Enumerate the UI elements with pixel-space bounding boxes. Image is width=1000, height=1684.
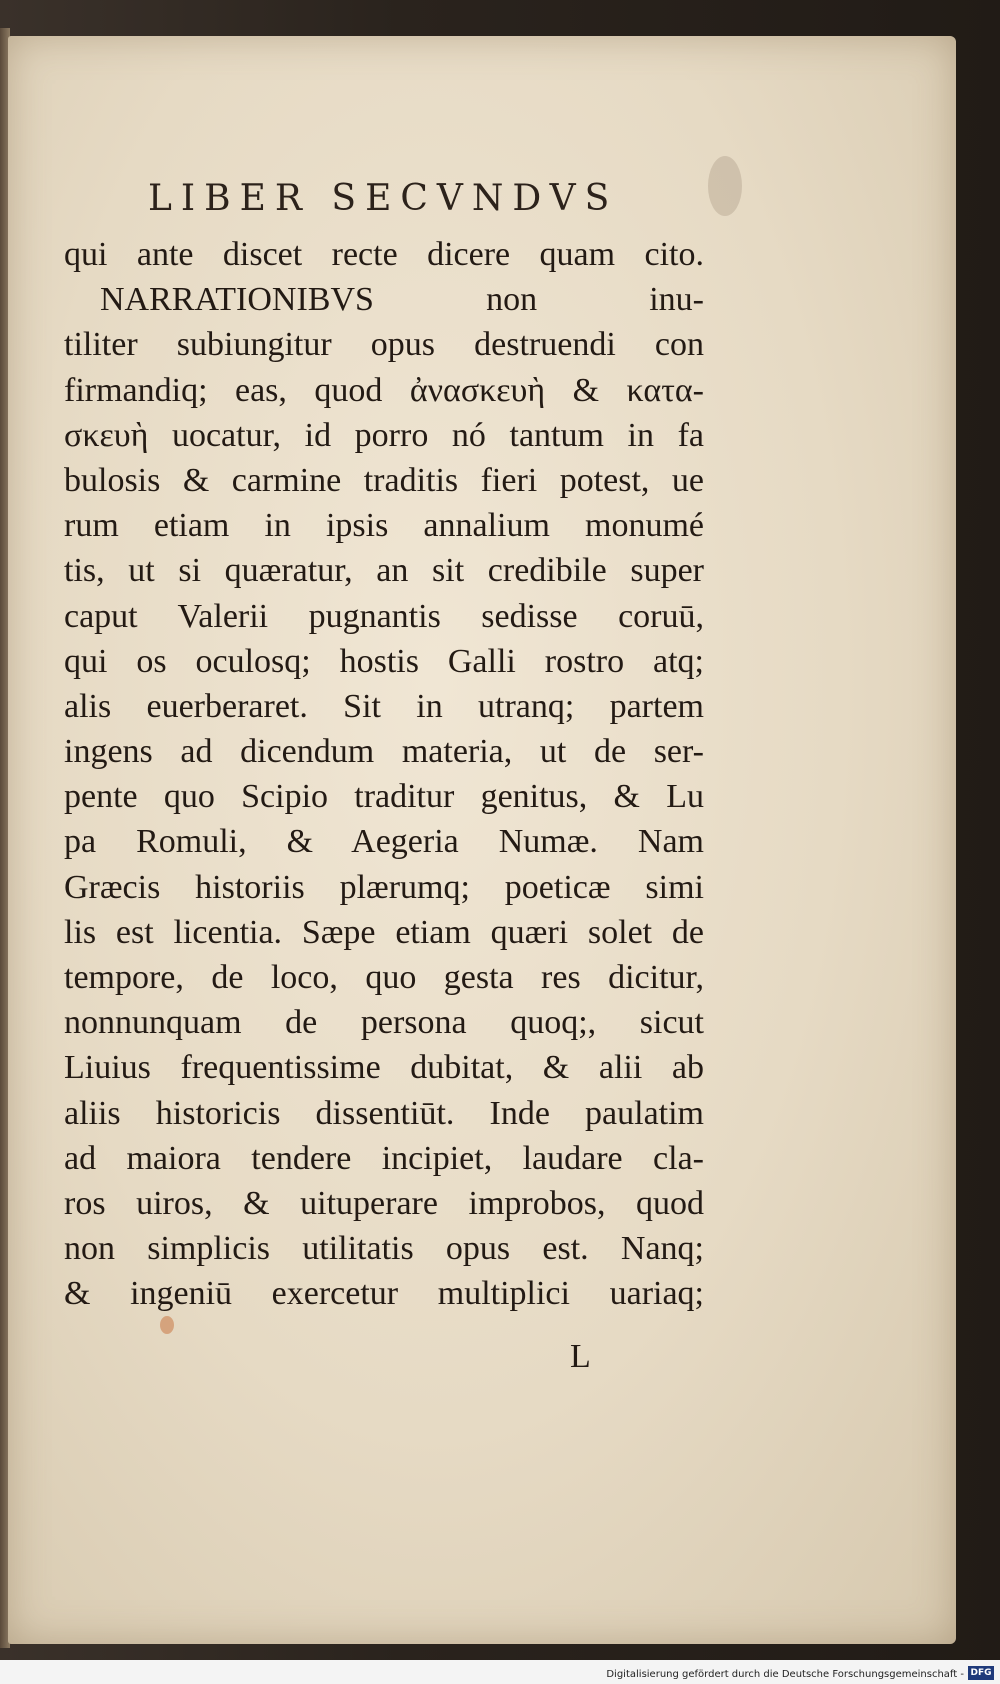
text-line: tempore, de loco, quo gesta res dicitur,: [64, 959, 704, 996]
text-line: qui os oculosq; hostis Galli rostro atq;: [64, 642, 704, 680]
text-line: nonnunquam de persona quoq;, sicut: [64, 1004, 704, 1042]
text-line: rum etiam in ipsis annalium monumé: [64, 507, 704, 545]
text-line: σκευὴ uocatur, id porro nó tantum in fa: [64, 416, 704, 454]
text-line: alis euerberaret. Sit in utranq; partem: [64, 687, 704, 725]
text-line: & ingeniū exercetur multiplici uariaq;: [64, 1275, 704, 1313]
text-line: tis, ut si quæratur, an sit credibile super: [64, 552, 704, 590]
text-line: ros uiros, & uituperare improbos, quod: [64, 1184, 704, 1222]
book-page: [8, 36, 956, 1644]
text-line: pente quo Scipio traditur genitus, & Lu: [64, 778, 704, 816]
text-line: bulosis & carmine traditis fieri potest, ue: [64, 461, 704, 499]
running-head: LIBER SECVNDVS: [148, 178, 619, 219]
text-line: lis est licentia. Sæpe etiam quæri solet de: [64, 913, 704, 951]
text-line: Græcis historiis plærumq; poeticæ simi: [64, 868, 704, 906]
text-line: NARRATIONIBVS non inu-: [100, 281, 704, 319]
footer-bar: [0, 1660, 1000, 1684]
text-line: qui ante discet recte dicere quam cito.: [64, 236, 704, 273]
catchword: L: [570, 1338, 591, 1375]
dfg-logo-icon: DFG: [968, 1666, 994, 1680]
text-block: [64, 232, 704, 1317]
text-line: Liuius frequentissime dubitat, & alii ab: [64, 1049, 704, 1087]
footer-credit: Digitalisierung gefördert durch die Deutsche Forschungsgemeinschaft -: [606, 1669, 964, 1680]
text-line: tiliter subiungitur opus destruendi con: [64, 326, 704, 364]
text-line: firmandiq; eas, quod ἀνασκευὴ & κατα-: [64, 371, 704, 409]
text-line: non simplicis utilitatis opus est. Nanq;: [64, 1230, 704, 1268]
paper-stain: [160, 1316, 174, 1334]
text-line: ingens ad dicendum materia, ut de ser-: [64, 733, 704, 771]
text-line: aliis historicis dissentiūt. Inde paulatim: [64, 1094, 704, 1132]
text-line: caput Valerii pugnantis sedisse coruū,: [64, 597, 704, 635]
text-line: pa Romuli, & Aegeria Numæ. Nam: [64, 823, 704, 861]
paper-smudge: [708, 156, 742, 216]
text-line: ad maiora tendere incipiet, laudare cla-: [64, 1139, 704, 1177]
